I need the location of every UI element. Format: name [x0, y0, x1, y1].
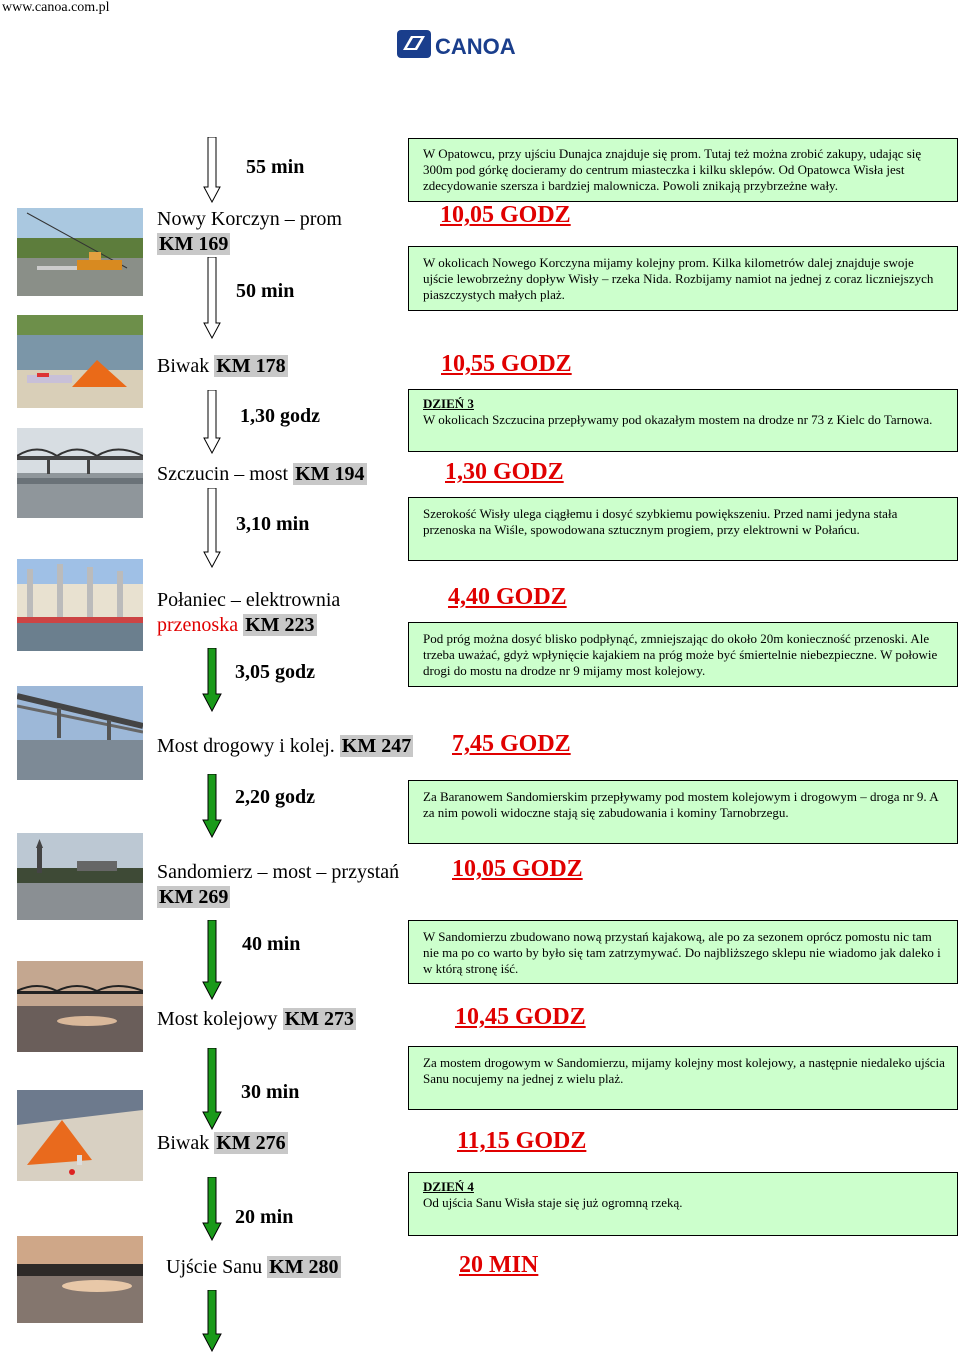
time-label: 7,45 GODZ — [452, 731, 571, 757]
photo-ferry — [17, 208, 143, 296]
arrow-down-outline-icon — [203, 488, 221, 568]
arrow-down-green-icon — [202, 920, 222, 1000]
place-polaniec — [157, 588, 340, 638]
note-box-day3 — [408, 389, 958, 452]
place-most-kolejowy — [157, 1008, 356, 1031]
place-sandomierz — [157, 860, 399, 910]
time-label: 20 MIN — [459, 1252, 539, 1278]
arrow-down-outline-icon — [203, 137, 221, 203]
place-name: Biwak — [157, 1132, 210, 1154]
place-biwak-178 — [157, 355, 288, 378]
note-box: W Opatowcu, przy ujściu Dunajca znajduje się prom. Tutaj też można zrobić zakupy, udając się 300m pod górkę docieramy do centrum miasteczka i kilku sklepów. Od Opatowca Wisła jest zdecydowanie szersza i bardziej malownicza. Powoli znikają przybrzeżne wały. — [408, 138, 958, 202]
time-label: 10,45 GODZ — [455, 1004, 586, 1030]
arrow-down-green-icon — [202, 648, 222, 712]
note-box: Za Baranowem Sandomierskim przepływamy pod mostem kolejowym i drogowym – droga nr 9. A za nim powoli widoczne stają się zabudowania i kominy Tarnobrzegu. — [408, 780, 958, 844]
arrow-down-outline-icon — [203, 390, 221, 454]
km-badge: KM 194 — [295, 463, 365, 485]
note-box: Szerokość Wisły ulega ciągłemu i dosyć szybkiemu powiększeniu. Przed nami jedyna stała przenoska na Wiśle, spowodowana sztucznym progiem, przy elektrowni w Połańcu. — [408, 497, 958, 561]
duration: 2,20 godz — [235, 786, 315, 808]
place-biwak-276 — [157, 1132, 288, 1155]
place-name: Sandomierz – most – przystań — [157, 861, 400, 883]
km-badge: KM 280 — [269, 1256, 339, 1278]
photo-tent-orange — [17, 315, 143, 408]
km-badge: KM 223 — [245, 614, 315, 636]
place-name: Szczucin – most — [157, 463, 289, 485]
time-label: 11,15 GODZ — [457, 1128, 587, 1154]
duration: 30 min — [241, 1081, 300, 1103]
km-badge: KM 276 — [216, 1132, 286, 1154]
photo-bridge-szczucin — [17, 428, 143, 518]
note-box: W okolicach Nowego Korczyna mijamy kolejny prom. Kilka kilometrów dalej znajduje swoje ujście lewobrzeżny dopływ Wisły – rzeka Nida. Rozbijamy namiot na jednej z coraz liczniejszych piaszczystych małych plaż. — [408, 246, 958, 311]
note-box: Pod próg można dosyć blisko podpłynąć, zmniejszając do około 20m konieczność przenoski. Ale trzeba uważać, gdyż wpłynięcie kajakiem na próg może być śmiertelnie niebezpieczne. W połowie drogi do mostu na drodze nr 9 mijamy most kolejowy. — [408, 622, 958, 687]
duration: 1,30 godz — [240, 405, 320, 427]
svg-text:CANOA: CANOA — [435, 34, 516, 59]
km-badge: KM 273 — [284, 1008, 354, 1030]
km-badge: KM 247 — [341, 735, 412, 757]
place-nowy-korczyn — [157, 207, 342, 257]
duration: 55 min — [246, 156, 305, 178]
time-label: 4,40 GODZ — [448, 584, 567, 610]
photo-river-mouth-sunset — [17, 1236, 143, 1323]
time-label: 10,55 GODZ — [441, 351, 572, 377]
day-label: DZIEŃ 4 — [423, 1179, 474, 1194]
arrow-down-green-icon — [202, 1048, 222, 1130]
photo-sandomierz-skyline — [17, 833, 143, 920]
place-ujscie-sanu — [166, 1256, 341, 1279]
portage-label: przenoska — [157, 614, 239, 636]
note-box: W Sandomierzu zbudowano nową przystań kajakową, ale po za sezonem oprócz pomostu nic tam nie ma po co warto by było się tam zatrzymywać. Do najbliższego sklepu nie wiadomo jak daleko i w którą stronę iść. — [408, 920, 958, 984]
photo-railway-bridge-sunset — [17, 961, 143, 1052]
note-box: Za mostem drogowym w Sandomierzu, mijamy kolejny most kolejowy, a następnie niedaleko ujścia Sanu nocujemy na jednej z wielu plaż. — [408, 1046, 958, 1110]
duration: 3,05 godz — [235, 661, 315, 683]
duration: 40 min — [242, 933, 301, 955]
note-box-day4 — [408, 1172, 958, 1236]
arrow-down-green-icon — [202, 774, 222, 838]
duration: 3,10 min — [236, 513, 310, 535]
km-badge: KM 269 — [159, 886, 229, 908]
duration: 50 min — [236, 280, 295, 302]
place-most-drogowy — [157, 735, 413, 758]
day-label: DZIEŃ 3 — [423, 396, 474, 411]
note-text: W okolicach Szczucina przepływamy pod okazałym mostem na drodze nr 73 z Kielc do Tarnowa. — [423, 412, 933, 427]
note-text: Od ujścia Sanu Wisła staje się już ogromną rzeką. — [423, 1195, 683, 1210]
place-name: Połaniec – elektrownia — [157, 589, 341, 611]
place-name: Most kolejowy — [157, 1008, 278, 1030]
arrow-down-green-icon — [202, 1290, 222, 1352]
km-badge: KM 169 — [159, 233, 229, 255]
arrow-down-green-icon — [202, 1177, 222, 1241]
time-label: 10,05 GODZ — [440, 202, 571, 228]
duration: 20 min — [235, 1206, 294, 1228]
time-label: 1,30 GODZ — [445, 459, 564, 485]
time-label: 10,05 GODZ — [452, 856, 583, 882]
km-badge: KM 178 — [216, 355, 286, 377]
photo-power-plant — [17, 559, 143, 651]
arrow-down-outline-icon — [203, 257, 221, 339]
place-name: Ujście Sanu — [166, 1256, 263, 1278]
site-url: www.canoa.com.pl — [2, 0, 110, 15]
canoa-logo — [397, 28, 532, 67]
photo-road-rail-bridge — [17, 686, 143, 780]
place-name: Nowy Korczyn – prom — [157, 208, 342, 230]
place-szczucin-most — [157, 463, 367, 486]
place-name: Biwak — [157, 355, 210, 377]
place-name: Most drogowy i kolej. — [157, 735, 335, 757]
photo-tent-night — [17, 1090, 143, 1181]
